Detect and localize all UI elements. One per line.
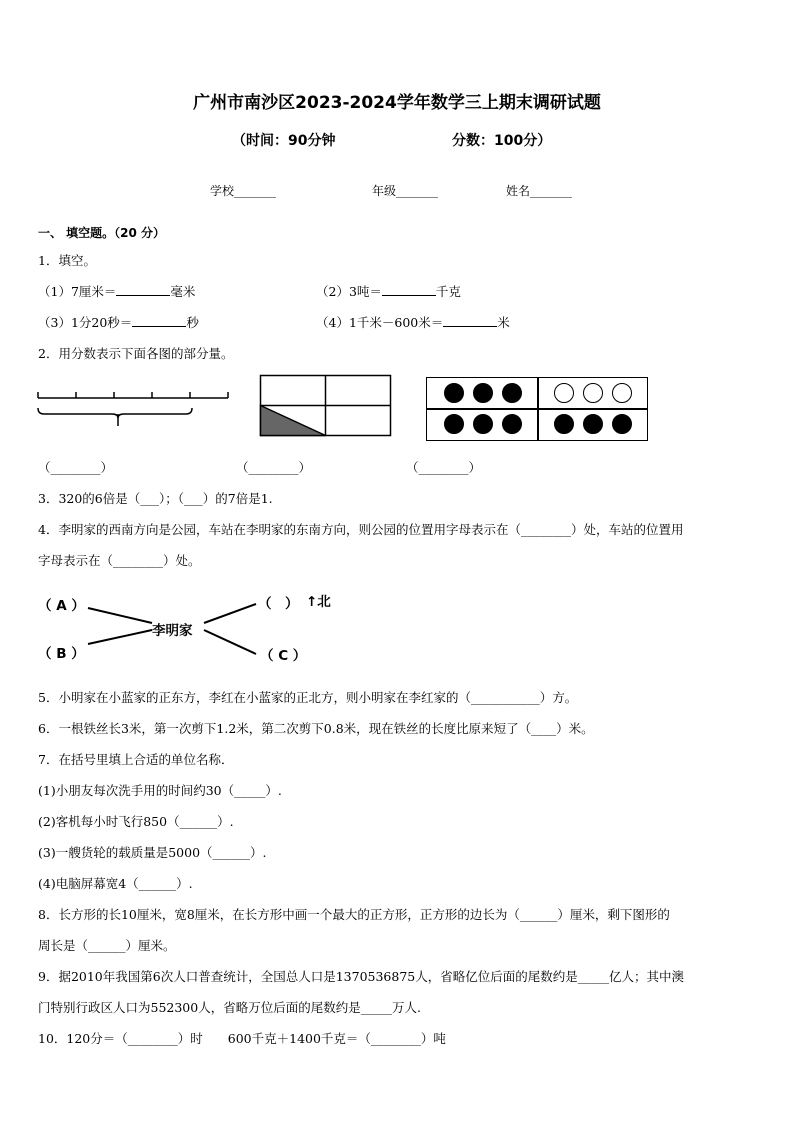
dot-grid-figure xyxy=(426,377,648,441)
direction-label-a: （ A ） xyxy=(38,598,85,614)
answer-blank xyxy=(443,314,497,327)
filled-dot xyxy=(444,383,464,403)
q1-c-text: （3）1分20秒＝ xyxy=(38,315,133,330)
exam-time: （时间：90分钟 xyxy=(232,133,336,149)
segment-line-figure xyxy=(36,390,232,430)
q4-line1: 4．李明家的西南方向是公园，车站在李明家的东南方向，则公园的位置用字母表示在（________）处，车站的位置用 xyxy=(38,522,684,537)
empty-dot xyxy=(554,383,574,403)
grade-field: 年级_______ xyxy=(372,184,439,198)
q2-answer-2: （________） xyxy=(236,460,312,475)
filled-dot xyxy=(612,414,632,434)
q1-b xyxy=(316,282,461,300)
q1-c xyxy=(38,313,199,331)
q1-b-text: （2）3吨＝ xyxy=(316,284,382,299)
q2-label: 2．用分数表示下面各图的部分量。 xyxy=(38,346,234,361)
page-title: 广州市南沙区2023-2024学年数学三上期末调研试题 xyxy=(193,93,601,113)
q2-answer-3: （________） xyxy=(406,460,482,475)
q1-d-unit: 米 xyxy=(497,315,510,330)
q5-text: 5．小明家在小蓝家的正东方，李红在小蓝家的正北方，则小明家在李红家的（___________）方。 xyxy=(38,690,578,705)
q8-line1: 8．长方形的长10厘米，宽8厘米，在长方形中画一个最大的正方形，正方形的边长为（______）厘米，剩下图形的 xyxy=(38,907,670,922)
q1-c-unit: 秒 xyxy=(186,315,199,330)
rectangle-grid-figure xyxy=(259,374,393,438)
q10-text: 10．120分＝（________）时 600千克＋1400千克＝（________）吨 xyxy=(38,1031,446,1046)
filled-dot xyxy=(473,414,493,434)
direction-label-b: （ B ） xyxy=(38,646,85,662)
q8-line2: 周长是（______）厘米。 xyxy=(38,938,176,953)
school-field: 学校_______ xyxy=(210,184,277,198)
q4-line2: 字母表示在（________）处。 xyxy=(38,553,201,568)
empty-dot xyxy=(583,383,603,403)
q1-label: 1．填空。 xyxy=(38,253,96,268)
q7-label: 7．在括号里填上合适的单位名称． xyxy=(38,752,234,767)
name-field: 姓名_______ xyxy=(506,184,573,198)
filled-dot xyxy=(583,414,603,434)
q7-b: (2)客机每小时飞行850（______）. xyxy=(38,814,234,829)
exam-score: 分数：100分） xyxy=(452,133,552,149)
filled-dot xyxy=(473,383,493,403)
answer-blank xyxy=(382,283,436,296)
q2-answer-1: （________） xyxy=(38,460,114,475)
filled-dot xyxy=(502,414,522,434)
home-label: 李明家 xyxy=(152,623,193,639)
direction-label-c: （ C ） xyxy=(260,648,307,664)
q9-line2: 门特别行政区人口为552300人，省略万位后面的尾数约是_____万人. xyxy=(38,1000,421,1015)
q6-text: 6．一根铁丝长3米，第一次剪下1.2米，第二次剪下0.8米，现在铁丝的长度比原来短了（____）米。 xyxy=(38,721,594,736)
filled-dot xyxy=(502,383,522,403)
empty-dot xyxy=(612,383,632,403)
answer-blank xyxy=(132,314,186,327)
section-heading: 一、 填空题。（20 分） xyxy=(38,226,166,240)
q1-a xyxy=(38,282,195,300)
q7-d: (4)电脑屏幕宽4（______）. xyxy=(38,876,193,891)
q7-c: (3)一艘货轮的载质量是5000（______）. xyxy=(38,845,267,860)
direction-label-ne: （ ） xyxy=(258,596,299,612)
filled-dot xyxy=(554,414,574,434)
q1-a-text: （1）7厘米＝ xyxy=(38,284,117,299)
q1-d-text: （4）1千米－600米＝ xyxy=(316,315,444,330)
q1-a-unit: 毫米 xyxy=(170,284,196,299)
answer-blank xyxy=(116,283,170,296)
q9-line1: 9．据2010年我国第6次人口普查统计，全国总人口是1370536875人，省略亿位后面的尾数约是_____亿人；其中澳 xyxy=(38,969,684,984)
q3-text: 3．320的6倍是（___）；（___）的7倍是1. xyxy=(38,491,273,506)
q1-b-unit: 千克 xyxy=(435,284,461,299)
filled-dot xyxy=(444,414,464,434)
q1-d xyxy=(316,313,510,331)
north-arrow-icon: ↑北 xyxy=(306,594,331,610)
q7-a: (1)小朋友每次洗手用的时间约30（_____）. xyxy=(38,783,282,798)
